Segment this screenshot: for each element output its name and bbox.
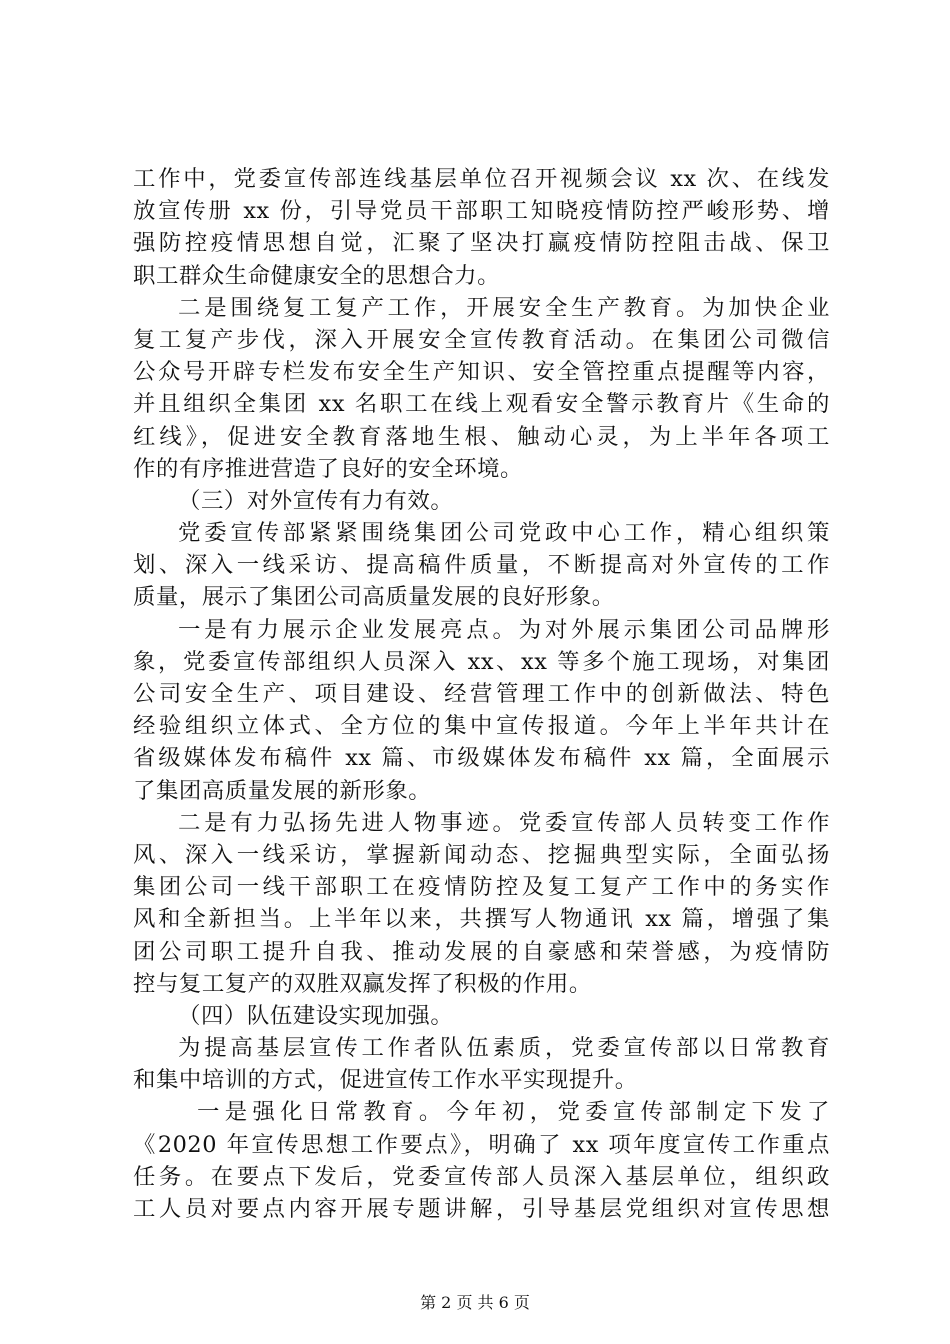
text-line: 质量，展示了集团公司高质量发展的良好形象。 xyxy=(133,584,615,611)
document-body xyxy=(133,163,830,1225)
paragraph-start-line: 二是围绕复工复产工作，开展安全生产教育。为加快企业 xyxy=(178,294,830,321)
text-line: 划、深入一线采访、提高稿件质量，不断提高对外宣传的工作 xyxy=(133,552,830,579)
section-heading: （三）对外宣传有力有效。 xyxy=(178,487,454,514)
page-number-footer: 第 2 页 共 6 页 xyxy=(420,1293,530,1312)
paragraph-start-line: 一是有力展示企业发展亮点。为对外展示集团公司品牌形 xyxy=(178,616,830,643)
text-line: 集团公司一线干部职工在疫情防控及复工复产工作中的务实作 xyxy=(133,874,830,901)
text-line: 工人员对要点内容开展专题讲解，引导基层党组织对宣传思想 xyxy=(133,1196,830,1222)
text-line: 风和全新担当。上半年以来，共撰写人物通讯 xx 篇，增强了集 xyxy=(133,906,830,933)
text-line: 红线》，促进安全教育落地生根、触动心灵，为上半年各项工 xyxy=(133,423,830,450)
text-line: 强防控疫情思想自觉，汇聚了坚决打赢疫情防控阻击战、保卫 xyxy=(133,230,830,257)
text-line: 作的有序推进营造了良好的安全环境。 xyxy=(133,455,523,482)
text-line: 并且组织全集团 xx 名职工在线上观看安全警示教育片《生命的 xyxy=(133,391,830,418)
text-line: 和集中培训的方式，促进宣传工作水平实现提升。 xyxy=(133,1067,638,1094)
text-line: 《2020 年宣传思想工作要点》，明确了 xx 项年度宣传工作重点 xyxy=(133,1131,830,1158)
text-line: 团公司职工提升自我、推动发展的自豪感和荣誉感，为疫情防 xyxy=(133,938,830,965)
text-line: 任务。在要点下发后，党委宣传部人员深入基层单位，组织政 xyxy=(133,1163,830,1190)
text-line: 公司安全生产、项目建设、经营管理工作中的创新做法、特色 xyxy=(133,681,830,707)
text-line: 省级媒体发布稿件 xx 篇、市级媒体发布稿件 xx 篇，全面展示 xyxy=(133,745,830,772)
section-heading: （四）队伍建设实现加强。 xyxy=(178,1002,454,1029)
text-line: 经验组织立体式、全方位的集中宣传报道。今年上半年共计在 xyxy=(133,713,830,740)
text-line: 复工复产步伐，深入开展安全宣传教育活动。在集团公司微信 xyxy=(133,326,830,353)
text-line: 放宣传册 xx 份，引导党员干部职工知晓疫情防控严峻形势、增 xyxy=(133,198,830,225)
text-line: 公众号开辟专栏发布安全生产知识、安全管控重点提醒等内容， xyxy=(133,359,830,386)
paragraph-start-line: 党委宣传部紧紧围绕集团公司党政中心工作，精心组织策 xyxy=(178,520,830,547)
paragraph-start-line: 为提高基层宣传工作者队伍素质，党委宣传部以日常教育 xyxy=(178,1035,830,1062)
text-line: 象，党委宣传部组织人员深入 xx、xx 等多个施工现场，对集团 xyxy=(133,648,830,675)
paragraph-start-line: 二是有力弘扬先进人物事迹。党委宣传部人员转变工作作 xyxy=(178,809,830,836)
text-line: 工作中，党委宣传部连线基层单位召开视频会议 xx 次、在线发 xyxy=(133,166,830,192)
text-line: 控与复工复产的双胜双赢发挥了积极的作用。 xyxy=(133,970,592,997)
text-line: 风、深入一线采访，掌握新闻动态、挖掘典型实际，全面弘扬 xyxy=(133,841,830,868)
text-line: 了集团高质量发展的新形象。 xyxy=(133,777,432,804)
text-line: 职工群众生命健康安全的思想合力。 xyxy=(133,262,501,289)
paragraph-start-line: 一是强化日常教育。今年初，党委宣传部制定下发了 xyxy=(197,1099,830,1126)
